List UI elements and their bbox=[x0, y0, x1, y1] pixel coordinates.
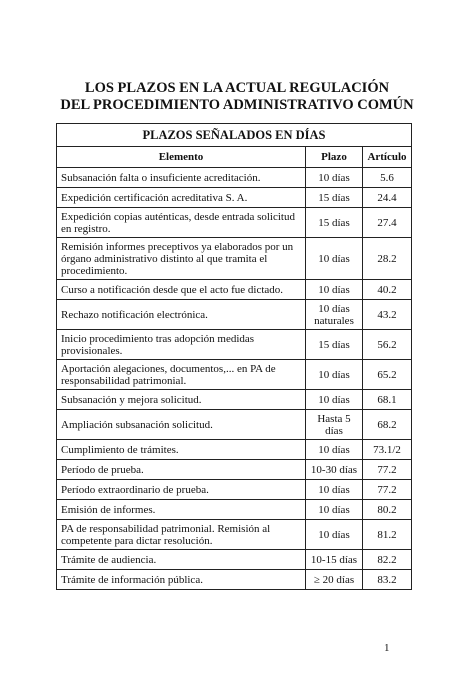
table-row bbox=[57, 570, 412, 590]
cell-elemento: Expedición copias auténticas, desde entrada solicitud en registro. bbox=[57, 208, 306, 238]
cell-articulo: 77.2 bbox=[363, 480, 412, 500]
cell-elemento: Rechazo notificación electrónica. bbox=[57, 300, 306, 330]
cell-articulo: 65.2 bbox=[363, 360, 412, 390]
cell-plazo: 10 días bbox=[306, 238, 363, 280]
table-row bbox=[57, 360, 412, 390]
cell-articulo: 5.6 bbox=[363, 168, 412, 188]
document-title bbox=[0, 80, 474, 114]
cell-plazo: 15 días bbox=[306, 188, 363, 208]
cell-plazo: 10 días bbox=[306, 360, 363, 390]
cell-elemento: Ampliación subsanación solicitud. bbox=[57, 410, 306, 440]
title-line-2: DEL PROCEDIMIENTO ADMINISTRATIVO COMÚN bbox=[60, 97, 414, 113]
table-row bbox=[57, 280, 412, 300]
cell-plazo: 10-15 días bbox=[306, 550, 363, 570]
cell-plazo: Hasta 5 días bbox=[306, 410, 363, 440]
table-caption: PLAZOS SEÑALADOS EN DÍAS bbox=[57, 124, 412, 147]
cell-elemento: Cumplimiento de trámites. bbox=[57, 440, 306, 460]
column-header-articulo: Artículo bbox=[363, 147, 412, 168]
cell-articulo: 83.2 bbox=[363, 570, 412, 590]
table-body bbox=[57, 168, 412, 590]
cell-elemento: Inicio procedimiento tras adopción medidas provisionales. bbox=[57, 330, 306, 360]
cell-plazo: 10 días bbox=[306, 480, 363, 500]
cell-plazo: 10 días naturales bbox=[306, 300, 363, 330]
cell-articulo: 68.2 bbox=[363, 410, 412, 440]
cell-articulo: 80.2 bbox=[363, 500, 412, 520]
column-header-plazo: Plazo bbox=[306, 147, 363, 168]
cell-plazo: 10 días bbox=[306, 520, 363, 550]
cell-plazo: 10 días bbox=[306, 440, 363, 460]
plazos-table bbox=[56, 123, 412, 590]
table-row bbox=[57, 238, 412, 280]
cell-elemento: Período de prueba. bbox=[57, 460, 306, 480]
cell-elemento: Trámite de información pública. bbox=[57, 570, 306, 590]
cell-elemento: Aportación alegaciones, documentos,... en PA de responsabilidad patrimonial. bbox=[57, 360, 306, 390]
cell-elemento: Remisión informes preceptivos ya elaborados por un órgano administrativo distinto al que tramita el procedimiento. bbox=[57, 238, 306, 280]
table-row bbox=[57, 188, 412, 208]
cell-elemento: Emisión de informes. bbox=[57, 500, 306, 520]
cell-plazo: 10 días bbox=[306, 280, 363, 300]
cell-articulo: 73.1/2 bbox=[363, 440, 412, 460]
cell-articulo: 77.2 bbox=[363, 460, 412, 480]
table-row bbox=[57, 500, 412, 520]
cell-plazo: 10-30 días bbox=[306, 460, 363, 480]
table-row bbox=[57, 168, 412, 188]
cell-plazo: 15 días bbox=[306, 208, 363, 238]
cell-articulo: 81.2 bbox=[363, 520, 412, 550]
cell-articulo: 82.2 bbox=[363, 550, 412, 570]
cell-plazo: 10 días bbox=[306, 500, 363, 520]
cell-articulo: 28.2 bbox=[363, 238, 412, 280]
cell-elemento: Subsanación y mejora solicitud. bbox=[57, 390, 306, 410]
title-line-1: LOS PLAZOS EN LA ACTUAL REGULACIÓN bbox=[84, 80, 390, 96]
cell-articulo: 68.1 bbox=[363, 390, 412, 410]
table-row bbox=[57, 550, 412, 570]
page-number: 1 bbox=[384, 642, 390, 654]
table-row bbox=[57, 208, 412, 238]
cell-elemento: Período extraordinario de prueba. bbox=[57, 480, 306, 500]
table-row bbox=[57, 520, 412, 550]
column-header-elemento: Elemento bbox=[57, 147, 306, 168]
table-header-row bbox=[57, 147, 412, 168]
table-row bbox=[57, 460, 412, 480]
cell-articulo: 27.4 bbox=[363, 208, 412, 238]
cell-articulo: 40.2 bbox=[363, 280, 412, 300]
table-row bbox=[57, 300, 412, 330]
cell-elemento: PA de responsabilidad patrimonial. Remisión al competente para dictar resolución. bbox=[57, 520, 306, 550]
table-row bbox=[57, 330, 412, 360]
table-row bbox=[57, 410, 412, 440]
cell-elemento: Expedición certificación acreditativa S. A. bbox=[57, 188, 306, 208]
cell-elemento: Trámite de audiencia. bbox=[57, 550, 306, 570]
cell-plazo: 15 días bbox=[306, 330, 363, 360]
cell-articulo: 24.4 bbox=[363, 188, 412, 208]
table-row bbox=[57, 390, 412, 410]
cell-elemento: Curso a notificación desde que el acto fue dictado. bbox=[57, 280, 306, 300]
table-row bbox=[57, 480, 412, 500]
cell-plazo: 10 días bbox=[306, 390, 363, 410]
table-row bbox=[57, 440, 412, 460]
cell-plazo: 10 días bbox=[306, 168, 363, 188]
cell-plazo: ≥ 20 días bbox=[306, 570, 363, 590]
cell-articulo: 56.2 bbox=[363, 330, 412, 360]
cell-articulo: 43.2 bbox=[363, 300, 412, 330]
table-caption-row bbox=[57, 124, 412, 147]
cell-elemento: Subsanación falta o insuficiente acreditación. bbox=[57, 168, 306, 188]
